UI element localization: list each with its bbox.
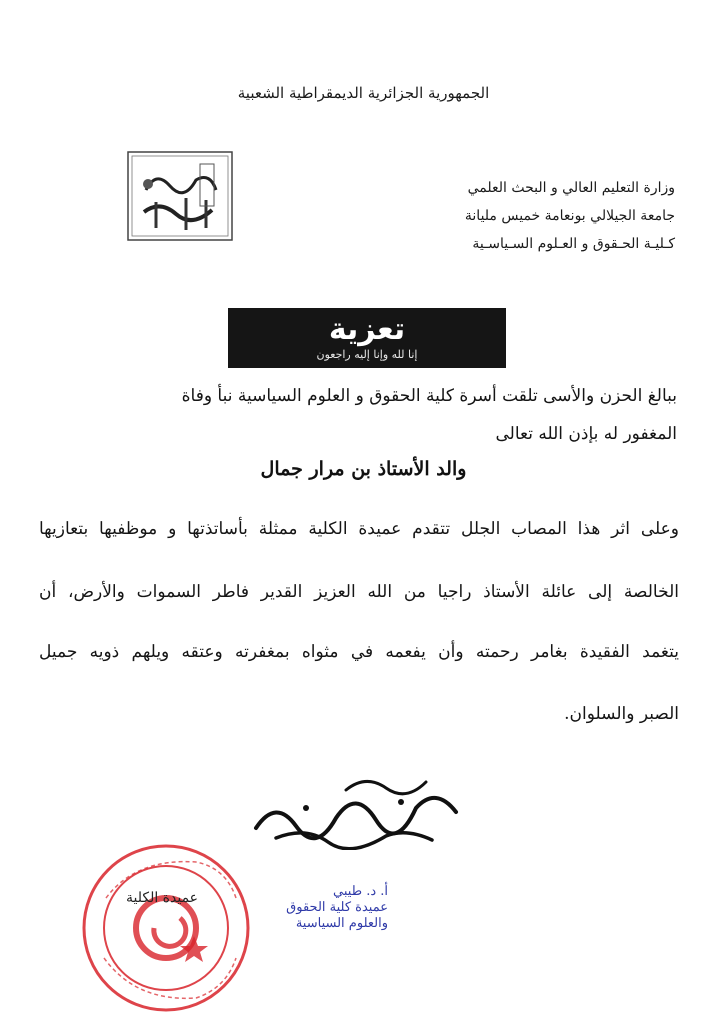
body-line-3: يتغمد الفقيدة بغامر رحمته وأن يفعمه في مثواه بمغفرته وعتقه ويلهم ذويه جميل <box>39 642 679 662</box>
body-line-2: الخالصة إلى عائلة الأستاذ راجيا من الله العزيز القدير فاطر السموات والأرض، أن <box>39 582 679 602</box>
republic-heading: الجمهورية الجزائرية الديمقراطية الشعبية <box>237 84 490 102</box>
dean-stamp <box>248 884 388 932</box>
banner-title: تعزية <box>328 312 406 347</box>
university-name: جامعة الجيلالي بونعامة خميس مليانة <box>464 208 675 224</box>
body-line-1: وعلى اثر هذا المصاب الجلل تتقدم عميدة الكلية ممثلة بأساتذتها و موظفيها بتعازيها <box>39 519 679 539</box>
university-logo <box>126 150 234 242</box>
dean-stamp-title: عميدة كلية الحقوق والعلوم السياسية <box>286 900 388 931</box>
intro-line-1: ببالغ الحزن والأسى تلقت أسرة كلية الحقوق و العلوم السياسية نبأ وفاة <box>181 386 677 406</box>
intro-line-2: المغفور له بإذن الله تعالى <box>495 424 677 444</box>
faculty-name: كـليـة الحـقوق و العـلوم السـياسـية <box>472 236 675 252</box>
dean-label: عميدة الكلية <box>125 890 199 906</box>
handwritten-signature <box>236 768 476 850</box>
deceased-name: والد الأستاذ بن مرار جمال <box>260 458 467 480</box>
condolence-banner <box>228 308 506 368</box>
official-seal <box>76 838 256 1018</box>
ministry-name: وزارة التعليم العالي و البحث العلمي <box>467 180 675 196</box>
institution-block <box>375 174 675 258</box>
dean-stamp-name: أ. د. طيبي <box>333 884 388 899</box>
banner-subtitle: إنا لله وإنا إليه راجعون <box>316 348 418 361</box>
body-line-4: الصبر والسلوان. <box>564 704 679 724</box>
